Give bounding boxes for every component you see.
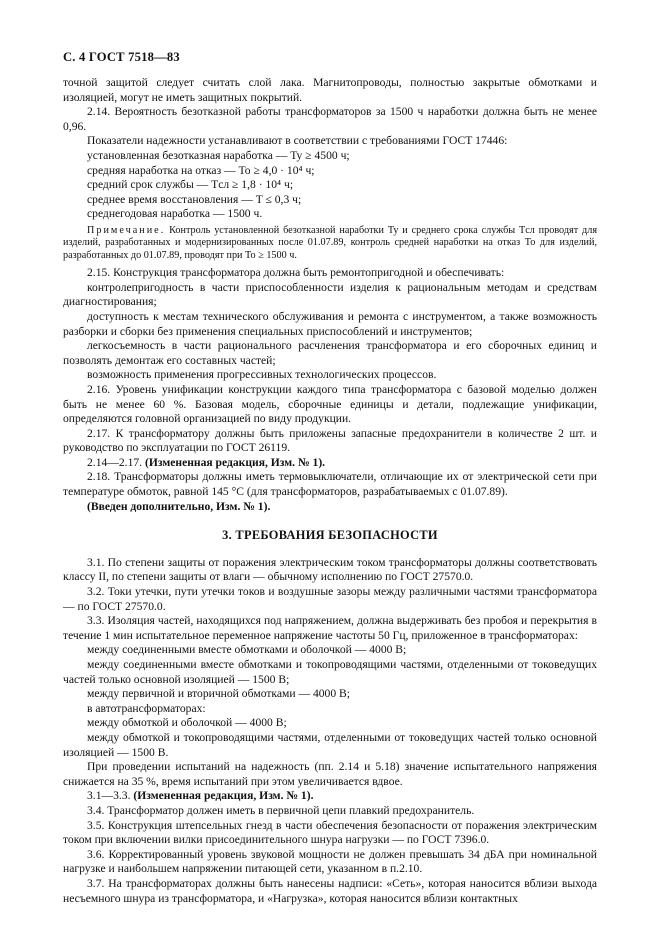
amendment-note: (Введен дополнительно, Изм. № 1).: [87, 499, 271, 513]
list-item: легкосъемность в части рационального расчленения трансформатора и его сборочных единиц и позволять демонтаж его составных частей;: [63, 339, 597, 367]
list-item: контролепригодность в части приспособленности изделия к рациональным методам и средствам диагностирования;: [63, 280, 597, 309]
reliability-item: среднегодовая наработка — 1500 ч.: [87, 207, 263, 221]
clause-2-18: 2.18. Трансформаторы должны иметь термовыключатели, отличающие их от электрической сети при температуре обмоток, равной 145 °С (для трансформаторов, разрабатываемых с 01.07.89).: [63, 470, 597, 499]
amendment-range: 3.1—3.3.: [87, 789, 131, 803]
clause-3-1: 3.1. По степени защиты от поражения электрическим током трансформаторы должны соответствовать классу II, по степени защиты от влаги — обычному исполнению по ГОСТ 27570.0.: [63, 555, 597, 584]
paragraph: точной защитой следует считать слой лака. Магнитопроводы, полностью закрытые обмотками и изоляцией, могут не иметь защитных покрытий.: [63, 76, 597, 104]
amendment-text: (Измененная редакция, Изм. № 1).: [144, 455, 326, 469]
reliability-item: средняя наработка на отказ — To ≥ 4,0 · 10⁴ ч;: [87, 163, 315, 177]
list-item: возможность применения прогрессивных технологических процессов.: [87, 368, 437, 382]
amendment-note: [63, 789, 597, 804]
amendment-range: 2.14—2.17.: [87, 455, 143, 469]
list-item: между первичной и вторичной обмотками — 4000 В;: [87, 687, 350, 701]
clause-2-16: 2.16. Уровень унификации конструкции каждого типа трансформатора с базовой моделью должен быть не менее 60 %. Базовая модель, сборочные единицы и детали, подлежащие унификации, определяются головной организацией по виду продукции.: [63, 382, 597, 426]
reliability-item: средний срок службы — Tсл ≥ 1,8 · 10⁴ ч;: [87, 178, 294, 192]
reliability-item: среднее время восстановления — T ≤ 0,3 ч;: [87, 192, 302, 206]
note-text: Контроль установленной безотказной наработки Ty и среднего срока службы Tсл проводят для изделий, разработанных и модернизированных после 01.07.89, контроль средней наработки на отказ To для изделий, разработанных до 01.07.89, проводят при To ≥ 1500 ч.: [63, 224, 598, 261]
note-label: Примечание.: [87, 224, 166, 236]
page-header: С. 4 ГОСТ 7518—83: [63, 50, 180, 64]
clause-3-5: 3.5. Конструкция штепсельных гнезд в части обеспечения безопасности от поражения электрическим током при включении вилки присоединительного шнура нагрузки — по ГОСТ 7396.0.: [63, 818, 597, 847]
clause-2-17: 2.17. К трансформатору должны быть приложены запасные предохранители в количестве 2 шт. и руководство по эксплуатации по ГОСТ 26119.: [63, 426, 597, 455]
clause-2-15: 2.15. Конструкция трансформатора должна быть ремонтопригодной и обеспечивать:: [87, 266, 505, 280]
list-item: доступность к местам технического обслуживания и ремонта с инструментом, а также возможность разборки и сборки без применения специальных приспособлений и инструментов;: [63, 309, 597, 338]
clause-3-7: 3.7. На трансформаторах должны быть нанесены надписи: «Сеть», которая наносится вблизи выхода несъемного шнура из трансформатора, и «Нагрузка», которая наносится вблизи контактных: [63, 876, 597, 905]
clause-3-2: 3.2. Токи утечки, пути утечки токов и воздушные зазоры между различными частями трансформатора — по ГОСТ 27570.0.: [63, 585, 597, 613]
document-body: [63, 76, 597, 906]
list-item: между соединенными вместе обмотками и оболочкой — 4000 В;: [87, 643, 407, 657]
amendment-note: [63, 456, 597, 471]
amendment-text: (Измененная редакция, Изм. № 1).: [133, 789, 314, 803]
list-item: в автотрансформаторах:: [87, 701, 206, 715]
clause-3-4: 3.4. Трансформатор должен иметь в первичной цепи плавкий предохранитель.: [87, 803, 475, 817]
list-item: между соединенными вместе обмотками и токопроводящими частями, отделенными от токоведущих частей только основной изоляцией — 1500 В;: [63, 658, 597, 686]
note: [63, 225, 597, 262]
list-item: между обмоткой и оболочкой — 4000 В;: [87, 716, 287, 730]
list-item: между обмоткой и токопроводящими частями, отделенными от токоведущих частей только основной изоляцией — 1500 В.: [63, 730, 597, 759]
clause-3-3: 3.3. Изоляция частей, находящихся под напряжением, должна выдерживать без пробоя и перекрытия в течение 1 мин испытательное переменное напряжение частоты 50 Гц, приложенное в трансформаторах:: [63, 614, 597, 642]
reliability-intro: Показатели надежности устанавливают в соответствии с требованиями ГОСТ 17446:: [87, 134, 508, 148]
reliability-item: установленная безотказная наработка — Ty ≥ 4500 ч;: [87, 148, 350, 162]
paragraph: При проведении испытаний на надежность (пп. 2.14 и 5.18) значение испытательного напряжения снижается на 35 %, время испытаний при этом увеличивается вдвое.: [63, 760, 597, 788]
section-title: 3. ТРЕБОВАНИЯ БЕЗОПАСНОСТИ: [222, 528, 438, 543]
clause-2-14: 2.14. Вероятность безотказной работы трансформаторов за 1500 ч наработки должна быть не менее 0,96.: [63, 105, 597, 133]
clause-3-6: 3.6. Корректированный уровень звуковой мощности не должен превышать 34 дБА при номинальной нагрузке и наибольшем напряжении питающей сети, указанном в п.2.10.: [63, 847, 597, 876]
